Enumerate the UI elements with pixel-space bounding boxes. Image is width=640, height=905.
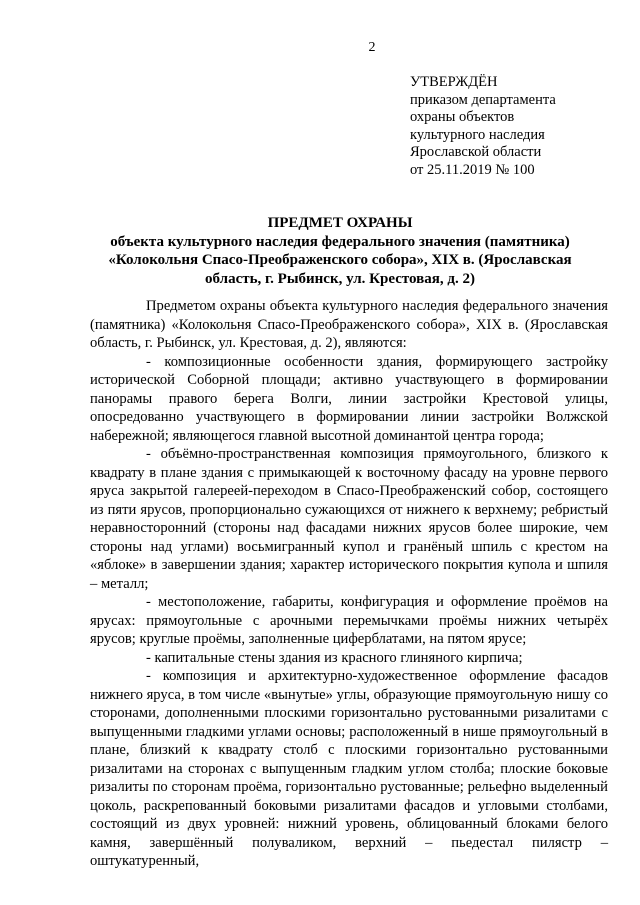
list-item: - капитальные стены здания из красного глиняного кирпича; [146,649,523,666]
title-line: область, г. Рыбинск, ул. Крестовая, д. 2) [205,270,475,287]
approval-line: от 25.11.2019 № 100 [410,161,535,178]
list-item: - местоположение, габариты, конфигурация и оформление проёмов на ярусах: прямоугольные с арочными перемычками проёмы нижних четырёх ярусов; круглые проёмы, заполненные циферблатами, на пятом ярусе; [90,594,608,647]
document-body [90,297,608,871]
approval-line: приказом департамента [410,91,556,108]
approval-stamp [410,74,620,179]
title-line: «Колокольня Спасо-Преображенского собора», XIX в. (Ярославская [108,252,572,268]
page-number: 2 [368,40,376,55]
approval-line: Ярославской области [410,144,542,160]
approval-line: охраны объектов [410,109,515,125]
title-line: ПРЕДМЕТ ОХРАНЫ [267,215,413,231]
approval-line: культурного наследия [410,126,545,143]
list-item: - композиционные особенности здания, формирующего застройку исторической Соборной площади; активно участвующего в формировании панорамы правого берега Волги, линии застройки Крестовой улицы, опосредованно участвующего в формировании линии застройки Волжской набережной; являющегося главной высотной доминантой центра города; [90,353,608,444]
title-line: объекта культурного наследия федерального значения (памятника) [110,233,570,250]
list-item: - композиция и архитектурно-художественное оформление фасадов нижнего яруса, в том числе «вынутые» углы, образующие прямоугольную нишу со сторонами, дополненными плоскими горизонтально рустованными ризалитами с выпущенными гладкими углами основы; расположенный в нише прямоугольный в плане, близкий к квадрату столб с плоскими горизонтально рустованными ризалитами на сторонах с выпущенным гладким углом столба; плоские боковые ризалиты по сторонам проёма, горизонтально рустованные; рельефно выделенный цоколь, раскрепованный боковыми ризалитами фасадов и угловыми столбами, состоящий из двух уровней: нижний уровень, облицованный блоками белого камня, завершённый полуваликом, верхний – пьедестал пилястр – оштукатуренный, [90,668,608,869]
intro-paragraph: Предметом охраны объекта культурного наследия федерального значения (памятника) «Колокольня Спасо-Преображенского собора», XIX в. (Ярославская область, г. Рыбинск, ул. Крестовая, д. 2), являются: [90,298,608,351]
list-item: - объёмно-пространственная композиция прямоугольного, близкого к квадрату в плане здания с примыкающей к восточному фасаду на уровне первого яруса закрытой галереей-переходом в Спасо-Преображенский собор, состоящего из пяти ярусов, пропорционально сужающихся от нижнего к верхнему; ребристый неравносторонний (стороны над фасадами нижних ярусов более широкие, чем стороны над углами) восьмигранный купол и гранёный шпиль с крестом на «яблоке» в завершении здания; характер исторического покрытия купола и шпиля – металл; [90,446,608,592]
document-title [90,214,590,288]
approval-line: УТВЕРЖДЁН [410,74,498,90]
